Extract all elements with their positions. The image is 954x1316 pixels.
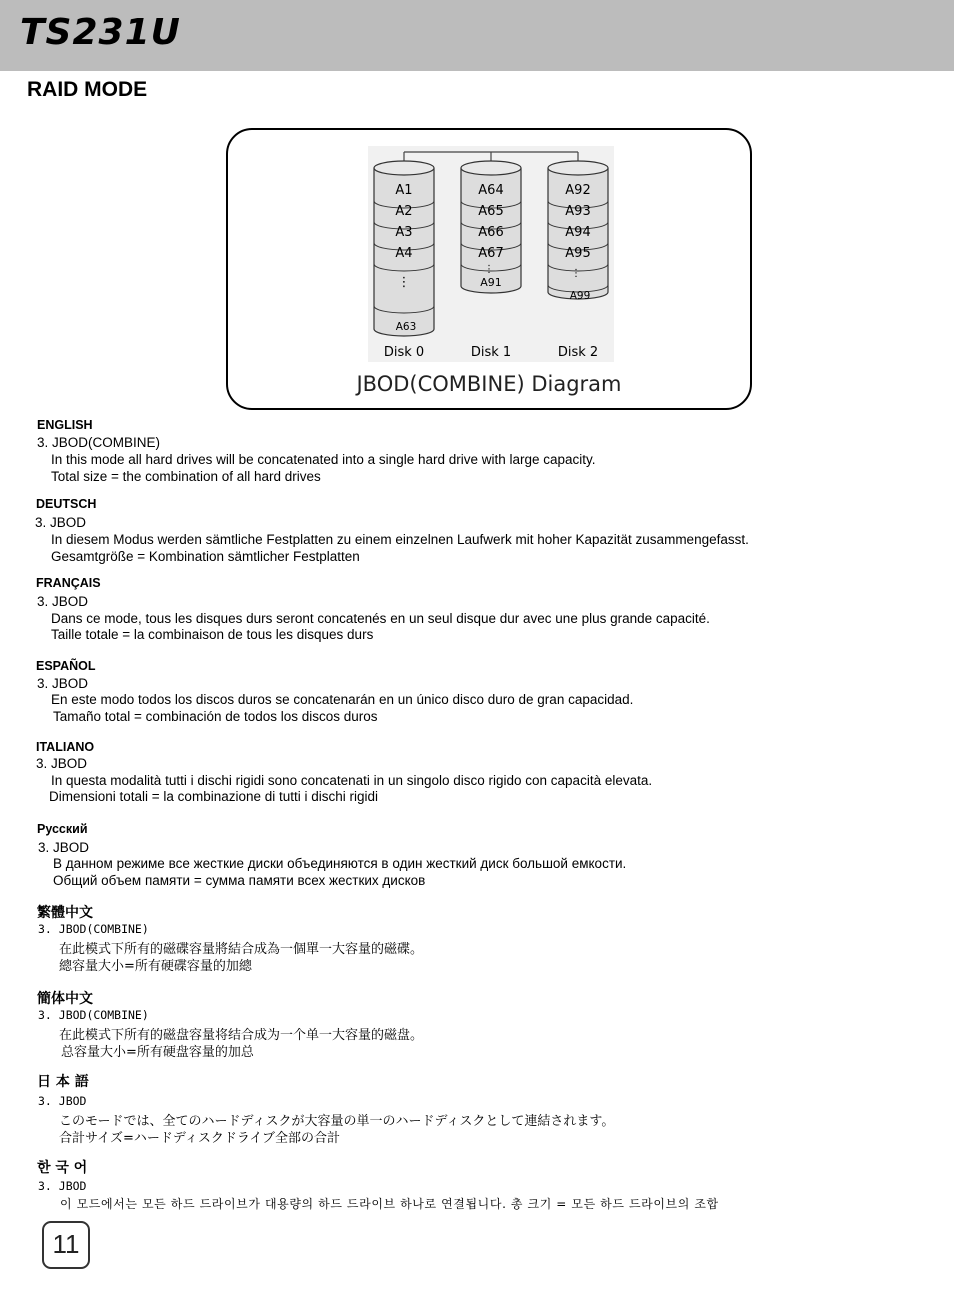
japanese-line-1: このモードでは、全てのハードディスクが大容量の単一のハードディスクとして連結されます。 [59,1114,615,1129]
trad-chinese-line-1: 在此模式下所有的磁碟容量將結合成為一個單一大容量的磁碟。 [59,942,424,957]
disk-label: Disk 1 [470,345,512,360]
jbod-diagram [368,146,614,362]
espanol-line-1: En este modo todos los discos duros se concatenarán en un único disco duro de gran capacidad. [51,692,634,707]
block-label: A65 [478,204,504,219]
lang-heading-korean: 한 국 어 [37,1160,88,1176]
francais-line-1: Dans ce mode, tous les disques durs seront concatenés en un seul disque dur avec une plus grande capacité. [51,611,710,626]
espanol-line-2: Tamaño total = combinación de todos los discos duros [53,709,378,724]
deutsch-line-2: Gesamtgröße = Kombination sämtlicher Festplatten [51,549,360,564]
lang-heading-italiano: ITALIANO [36,740,95,754]
korean-item: 3. JBOD [38,1179,87,1193]
block-label: A93 [565,204,591,219]
diagram-caption: JBOD(COMBINE) Diagram [356,372,622,396]
trad-chinese-item: 3. JBOD(COMBINE) [38,922,149,936]
block-label: A99 [569,290,591,302]
page-number: 11 [52,1229,80,1259]
disk-label: Disk 0 [383,345,425,360]
russian-line-1: В данном режиме все жесткие диски объединяются в один жесткий диск большой емкости. [53,856,627,871]
block-label: A94 [565,225,591,240]
section-title: RAID MODE [27,78,148,101]
lang-heading-trad-chinese: 繁體中文 [37,905,93,921]
lang-heading-simp-chinese: 簡体中文 [37,991,93,1007]
simp-chinese-item: 3. JBOD(COMBINE) [38,1008,149,1022]
block-label: A67 [478,246,504,261]
english-line-2: Total size = the combination of all hard drives [51,469,321,484]
english-item: 3. JBOD(COMBINE) [37,435,161,450]
model-title: TS231U [20,12,181,53]
lang-heading-francais: FRANÇAIS [36,576,101,590]
deutsch-line-1: In diesem Modus werden sämtliche Festplatten zu einem einzelnen Laufwerk mit hoher Kapazität zusammengefasst. [51,532,749,547]
russian-line-2: Общий объем памяти = сумма памяти всех жестких дисков [53,873,426,888]
block-label: A66 [478,225,504,240]
italiano-line-1: In questa modalità tutti i dischi rigidi sono concatenati in un singolo disco rigido con capacità elevata. [51,773,653,788]
lang-heading-russian: Русский [37,822,88,836]
francais-line-2: Taille totale = la combinaison de tous les disques durs [51,627,374,642]
russian-item: 3. JBOD [38,840,90,855]
block-label: A95 [565,246,591,261]
block-label: A4 [395,246,413,261]
disk-0 [374,161,434,360]
japanese-line-2: 合計サイズ=ハードディスクドライブ全部の合計 [59,1131,341,1146]
english-line-1: In this mode all hard drives will be concatenated into a single hard drive with large capacity. [51,452,596,467]
block-label: A3 [395,225,413,240]
disk-label: Disk 2 [557,345,599,360]
block-label: A91 [480,276,502,289]
block-label: A1 [395,183,413,198]
italiano-line-2: Dimensioni totali = la combinazione di tutti i dischi rigidi [49,789,379,804]
trad-chinese-line-2: 總容量大小=所有硬碟容量的加總 [59,959,252,974]
deutsch-item: 3. JBOD [35,515,87,530]
block-dots: ⋮ [397,275,411,290]
japanese-item: 3. JBOD [38,1094,87,1108]
block-label: A2 [395,204,413,219]
block-label: A63 [395,321,417,333]
simp-chinese-line-2: 总容量大小=所有硬盘容量的加总 [61,1045,254,1060]
espanol-item: 3. JBOD [37,676,89,691]
lang-heading-espanol: ESPAÑOL [36,659,96,673]
lang-heading-japanese: 日 本 語 [37,1074,89,1090]
korean-line-1: 이 모드에서는 모든 하드 드라이브가 대용량의 하드 드라이브 하나로 연결됩니다. 총 크기 = 모든 하드 드라이브의 조합 [60,1197,719,1211]
lang-heading-english: ENGLISH [37,418,93,432]
francais-item: 3. JBOD [37,594,89,609]
block-dots: ⋮ [484,264,494,275]
italiano-item: 3. JBOD [36,756,88,771]
block-label: A92 [565,183,591,198]
simp-chinese-line-1: 在此模式下所有的磁盘容量将结合成为一个单一大容量的磁盘。 [59,1028,424,1043]
block-dots: ⋮ [571,268,581,279]
block-label: A64 [478,183,504,198]
lang-heading-deutsch: DEUTSCH [36,497,97,511]
